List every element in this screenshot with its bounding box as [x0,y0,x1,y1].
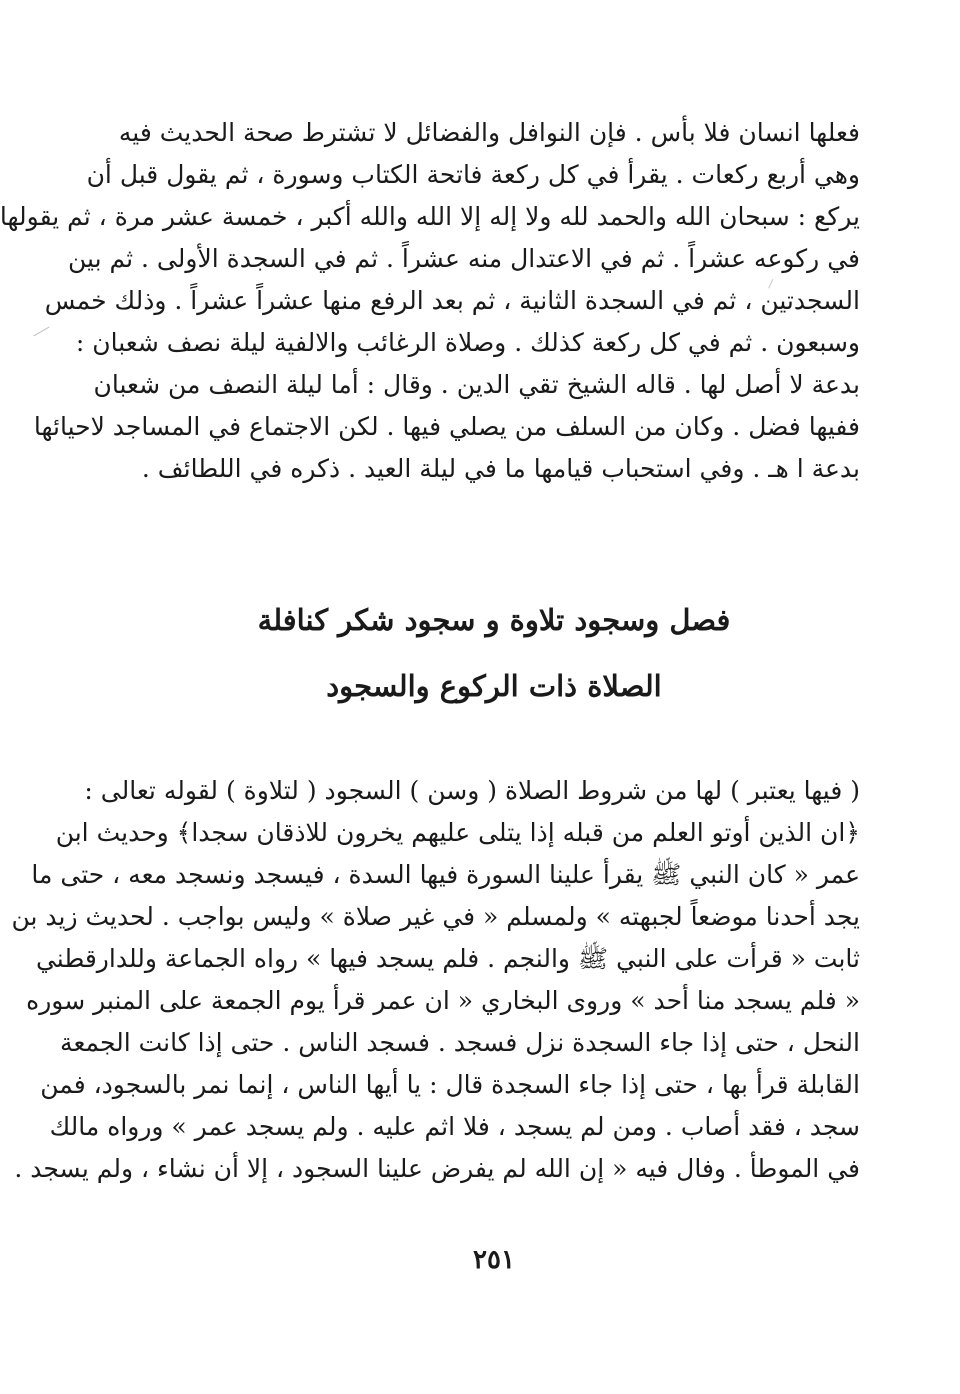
text-line: يجد أحدنا موضعاً لجبهته » ولمسلم « في غير صلاة » وليس بواجب . لحديث زيد بن [11,902,860,931]
text-line: النحل ، حتى إذا جاء السجدة نزل فسجد . فسجد الناس . حتى إذا كانت الجمعة [60,1028,860,1057]
text-line: بدعة ا هـ . وفي استحباب قيامها ما في ليلة العيد . ذكره في اللطائف . [141,454,860,483]
paragraph-bottom [11,770,860,1190]
text-line: يركع : سبحان الله والحمد لله ولا إله إلا الله والله أكبر ، خمسة عشر مرة ، ثم يقولها [0,202,860,231]
text-line: وهي أربع ركعات . يقرأ في كل ركعة فاتحة الكتاب وسورة ، ثم يقول قبل أن [86,160,860,189]
section-heading-line-1: فصل وسجود تلاوة و سجود شكر كنافلة [257,603,731,637]
paragraph-top [0,112,860,490]
section-heading-line-2: الصلاة ذات الركوع والسجود [326,669,662,703]
text-line: السجدتين ، ثم في السجدة الثانية ، ثم بعد الرفع منها عشراً عشراً . وذلك خمس [44,286,860,315]
text-line: وسبعون . ثم في كل ركعة كذلك . وصلاة الرغائب والالفية ليلة نصف شعبان : [75,328,860,357]
text-line: في الموطأ . وفال فيه « إن الله لم يفرض علينا السجود ، إلا أن نشاء ، ولم يسجد . [14,1154,860,1183]
text-line: فعلها انسان فلا بأس . فإن النوافل والفضائل لا تشترط صحة الحديث فيه [118,118,860,147]
text-line: ﴿ان الذين أوتو العلم من قبله إذا يتلى عليهم يخرون للاذقان سجدا﴾ وحديث ابن [55,818,860,847]
text-line: ( فيها يعتبر ) لها من شروط الصلاة ( وسن ) السجود ( لتلاوة ) لقوله تعالى : [84,776,860,805]
scan-mark [33,327,56,349]
text-line: سجد ، فقد أصاب . ومن لم يسجد ، فلا اثم عليه . ولم يسجد عمر » ورواه مالك [49,1112,860,1141]
text-line: بدعة لا أصل لها . قاله الشيخ تقي الدين . وقال : أما ليلة النصف من شعبان [93,370,860,399]
text-line: ففيها فضل . وكان من السلف من يصلي فيها . لكن الاجتماع في المساجد لاحيائها [33,412,860,441]
text-line: « فلم يسجد منا أحد » وروى البخاري « ان عمر قرأ يوم الجمعة على المنبر سوره [26,986,860,1015]
text-line: في ركوعه عشراً . ثم في الاعتدال منه عشراً . ثم في السجدة الأولى . ثم بين [68,244,860,273]
text-line: ثابت « قرأت على النبي ﷺ والنجم . فلم يسجد فيها » رواه الجماعة وللدارقطني [35,944,860,973]
page-number: ٢٥١ [473,1245,515,1275]
text-line: القابلة قرأ بها ، حتى إذا جاء السجدة قال : يا أيها الناس ، إنما نمر بالسجود، فمن [40,1070,860,1099]
text-line: عمر « كان النبي ﷺ يقرأ علينا السورة فيها السدة ، فيسجد ونسجد معه ، حتى ما [31,860,860,889]
